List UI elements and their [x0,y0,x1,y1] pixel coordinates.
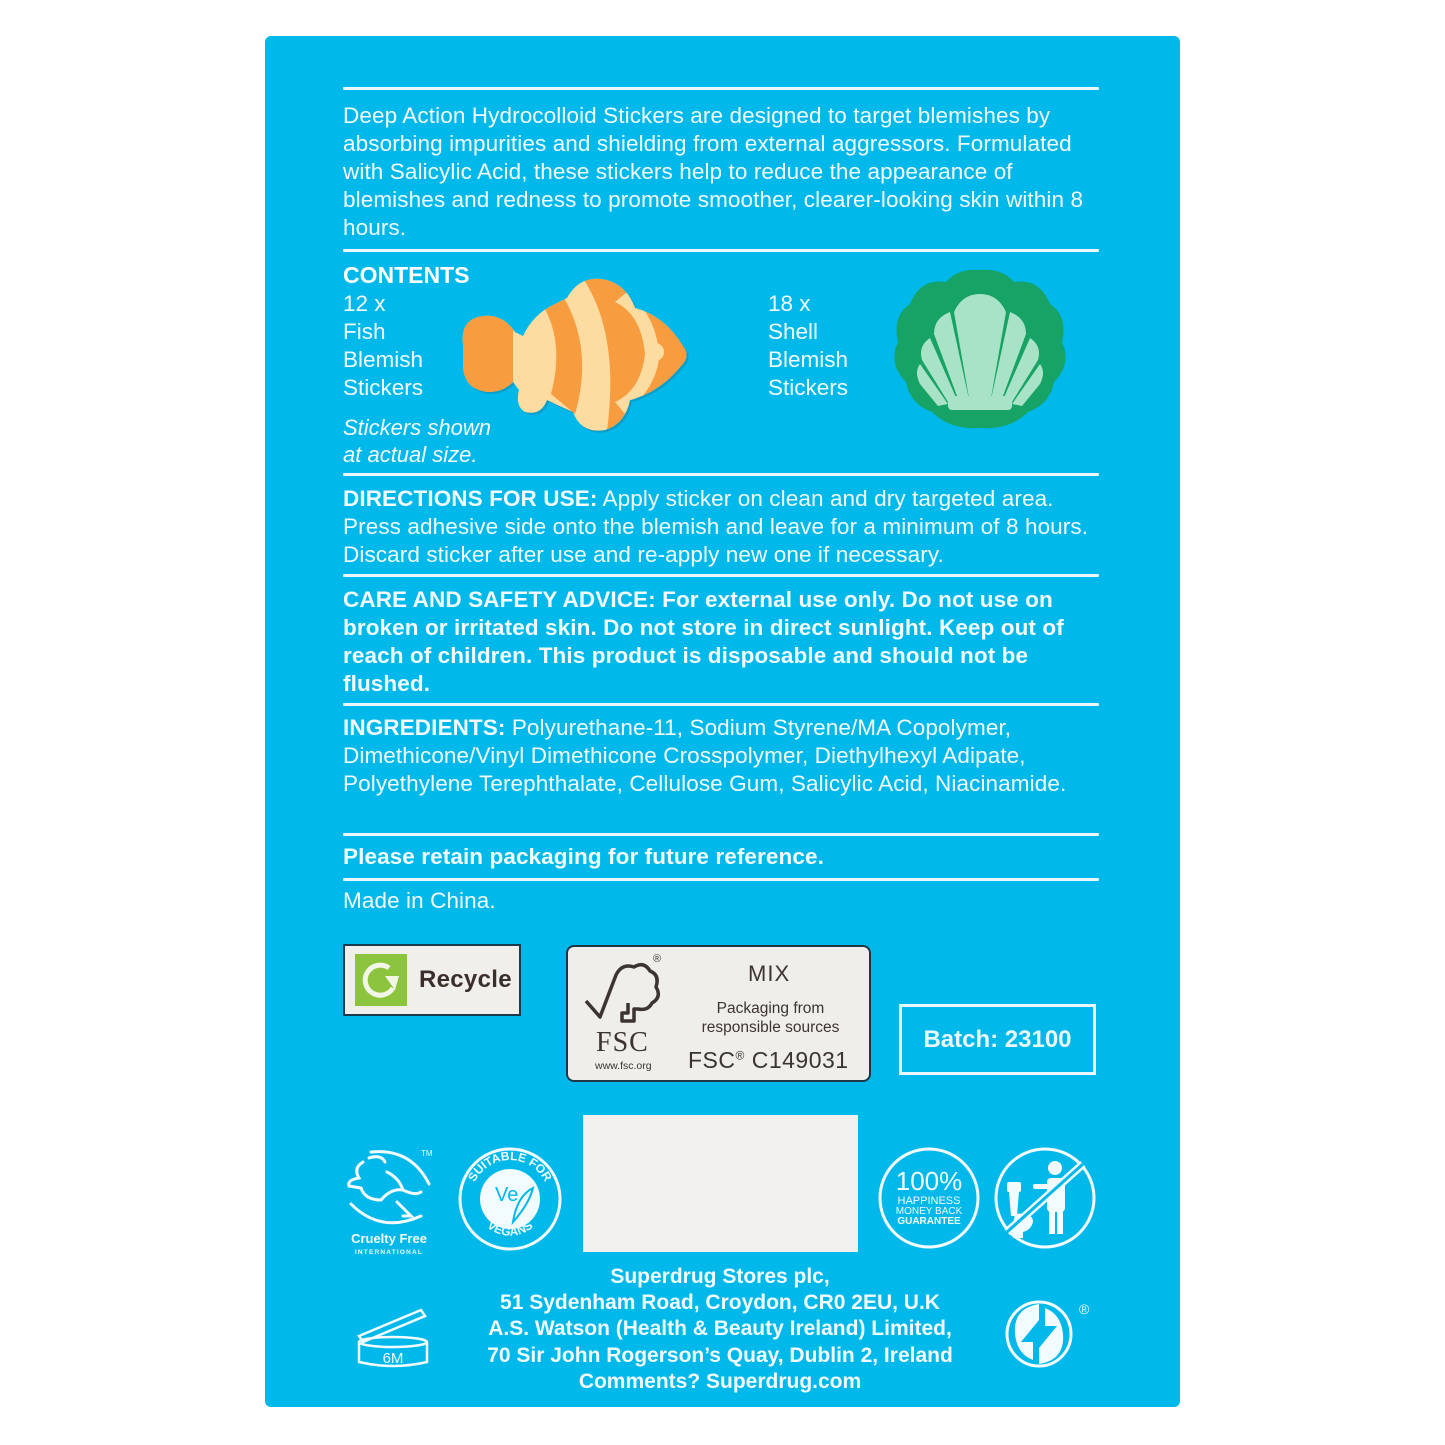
svg-text:SUITABLE FOR: SUITABLE FOR [465,1148,555,1184]
address-line: A.S. Watson (Health & Beauty Ireland) Limited, [488,1317,952,1341]
fsc-label [566,945,871,1082]
svg-text:GUARANTEE: GUARANTEE [897,1216,961,1227]
fsc-url: www.fsc.org [595,1060,652,1072]
directions-label: DIRECTIONS FOR USE: [343,486,598,511]
fsc-mix: MIX [748,961,791,986]
address-line: Comments? Superdrug.com [578,1369,862,1393]
divider [343,249,1099,252]
shell-label: Stickers [768,375,849,400]
divider [343,473,1099,476]
svg-text:Ve: Ve [495,1184,519,1206]
note-line: Stickers shown [343,415,491,440]
shell-sticker-icon [890,264,1070,434]
fsc-desc-line: Packaging from [716,1000,825,1017]
fsc-code-prefix: FSC [688,1047,736,1073]
svg-text:VEGANS: VEGANS [484,1218,536,1239]
ingredients-text: Polyurethane-11, Sodium Styrene/MA Copolymer, Dimethicone/Vinyl Dimethicone Crosspolymer, Diethylhexyl Adipate, Polyethylene Terephthalate, Cellulose Gum, Salicylic Acid, Niacinamide. [343,715,1067,796]
cruelty-free-bunny-icon [341,1144,437,1256]
origin-text: Made in China. [343,888,496,913]
address-line: 51 Sydenham Road, Croydon, CR0 2EU, U.K [500,1291,940,1315]
divider [343,878,1099,881]
fsc-desc-line: responsible sources [701,1019,840,1036]
packaging-back-panel [265,36,1180,1407]
ingredients-section [343,714,1113,798]
fish-quantity: 12 x [343,291,386,316]
shell-sticker-count [768,290,848,402]
fsc-logo-text: FSC [596,1027,649,1058]
contents-heading: CONTENTS [343,262,470,288]
money-back-guarantee-badge [877,1146,981,1250]
ingredients-label: INGREDIENTS: [343,715,506,740]
divider [343,87,1099,90]
care-section [343,586,1113,698]
batch-number: Batch: 23100 [899,1004,1096,1075]
vegan-badge-icon [457,1146,563,1252]
svg-text:HAPPINESS: HAPPINESS [897,1195,961,1207]
directions-section [343,485,1113,569]
divider [343,574,1099,577]
registered-mark: ® [735,1048,745,1063]
shell-quantity: 18 x [768,291,811,316]
svg-text:TM: TM [421,1149,433,1158]
shell-label: Shell [768,319,819,344]
svg-text:6M: 6M [382,1350,404,1367]
barcode-area [583,1115,858,1252]
directions-text: Apply sticker on clean and dry targeted area. Press adhesive side onto the blemish and leave for a minimum of 8 hours. Discard sticker after use and re-apply new one if necessary. [343,486,1089,567]
retain-notice: Please retain packaging for future reference. [343,844,824,869]
address-line: Superdrug Stores plc, [610,1265,830,1288]
fish-label: Blemish [343,347,424,372]
fsc-description [683,999,858,1037]
fsc-tree-icon [582,957,662,1029]
fish-label: Fish [343,319,386,344]
svg-text:®: ® [1079,1301,1090,1317]
fish-sticker-icon [455,274,695,444]
recycle-arrow-icon [355,954,407,1006]
company-address [405,1264,1035,1395]
registered-mark: ® [653,953,662,965]
recycle-text: Recycle [419,966,512,993]
svg-text:MONEY BACK: MONEY BACK [895,1206,963,1217]
intro-text: Deep Action Hydrocolloid Stickers are designed to target blemishes by absorbing impurities and shielding from external aggressors. Formulated with Salicylic Acid, these stickers help to reduce the appearance of blemishes and redness to promote smoother, clearer-looking skin within 8 hours. [343,103,1084,240]
shell-label: Blemish [768,347,849,372]
do-not-flush-icon [993,1146,1097,1250]
recycle-label [343,944,521,1016]
svg-text:INTERNATIONAL: INTERNATIONAL [354,1249,424,1256]
svg-text:Cruelty Free: Cruelty Free [351,1231,427,1246]
divider [343,833,1099,836]
note-line: at actual size. [343,442,478,467]
fsc-license-code [688,1047,849,1074]
green-dot-recycling-icon [1003,1298,1095,1368]
fish-label: Stickers [343,375,424,400]
fish-sticker-count [343,290,423,402]
svg-text:100%: 100% [895,1166,963,1196]
care-text: For external use only. Do not use on broken or irritated skin. Do not store in direct sunlight. Keep out of reach of children. This product is disposable and should not be flushed. [343,587,1064,696]
divider [343,703,1099,706]
care-label: CARE AND SAFETY ADVICE: [343,587,656,612]
address-line: 70 Sir John Rogerson’s Quay, Dublin 2, Ireland [487,1343,953,1367]
fsc-code-number: C149031 [744,1047,849,1073]
